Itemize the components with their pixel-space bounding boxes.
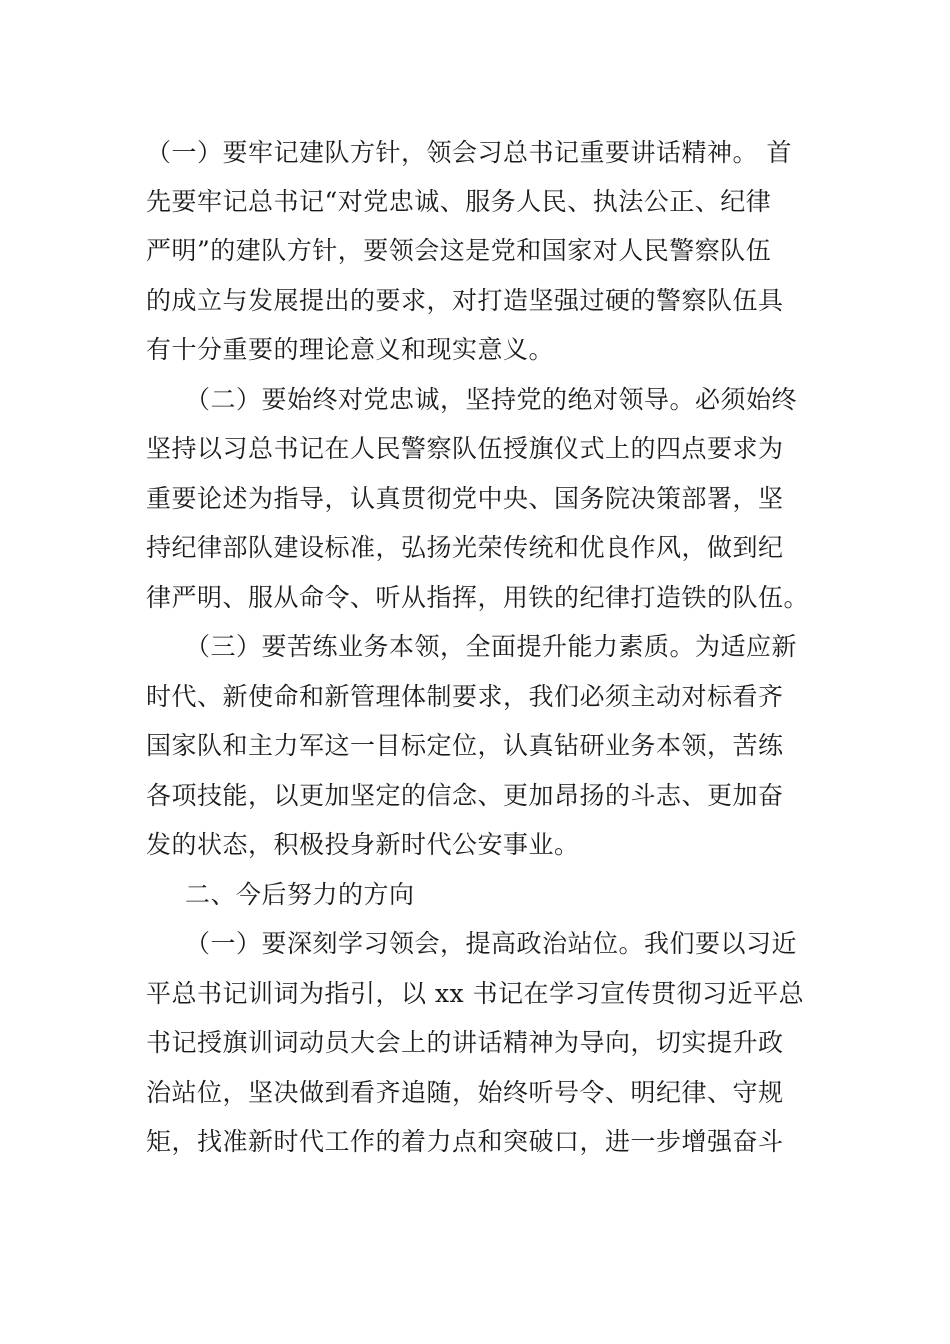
paragraph-line: 各项技能，以更加坚定的信念、更加昂扬的斗志、更加奋	[146, 781, 784, 810]
section-heading: 二、今后努力的方向	[185, 880, 415, 909]
paragraph-line: 时代、新使命和新管理体制要求，我们必须主动对标看齐	[146, 682, 784, 711]
paragraph-line: 持纪律部队建设标准，弘扬光荣传统和优良作风，做到纪	[146, 533, 784, 562]
paragraph-line: 严明”的建队方针，要领会这是党和国家对人民警察队伍	[146, 236, 772, 265]
paragraph-line: 国家队和主力军这一目标定位，认真钻研业务本领，苦练	[146, 731, 784, 760]
paragraph-line: 有十分重要的理论意义和现实意义。	[146, 335, 555, 364]
paragraph-line: 平总书记训词为指引，以 xx 书记在学习宣传贯彻习近平总	[146, 979, 805, 1008]
paragraph-line: （一）要牢记建队方针，领会习总书记重要讲话精神。 首	[146, 138, 792, 167]
paragraph-line: 重要论述为指导，认真贯彻党中央、国务院决策部署，坚	[146, 484, 784, 513]
paragraph-line: （三）要苦练业务本领，全面提升能力素质。为适应新	[185, 632, 798, 661]
paragraph-line: （一）要深刻学习领会，提高政治站位。我们要以习近	[185, 929, 798, 958]
paragraph-line: （二）要始终对党忠诚，坚持党的绝对领导。必须始终	[185, 385, 798, 414]
paragraph-line: 律严明、服从命令、听从指挥，用铁的纪律打造铁的队伍。	[146, 583, 810, 612]
paragraph-line: 的成立与发展提出的要求，对打造坚强过硬的警察队伍具	[146, 286, 784, 315]
paragraph-line: 书记授旗训词动员大会上的讲话精神为导向，切实提升政	[146, 1028, 784, 1057]
paragraph-line: 坚持以习总书记在人民警察队伍授旗仪式上的四点要求为	[146, 434, 784, 463]
paragraph-line: 发的状态，积极投身新时代公安事业。	[146, 830, 580, 859]
paragraph-line: 先要牢记总书记“对党忠诚、服务人民、执法公正、纪律	[146, 187, 772, 216]
paragraph-line: 治站位，坚决做到看齐追随，始终听号令、明纪律、守规	[146, 1078, 784, 1107]
paragraph-line: 矩，找准新时代工作的着力点和突破口，进一步增强奋斗	[146, 1127, 784, 1156]
